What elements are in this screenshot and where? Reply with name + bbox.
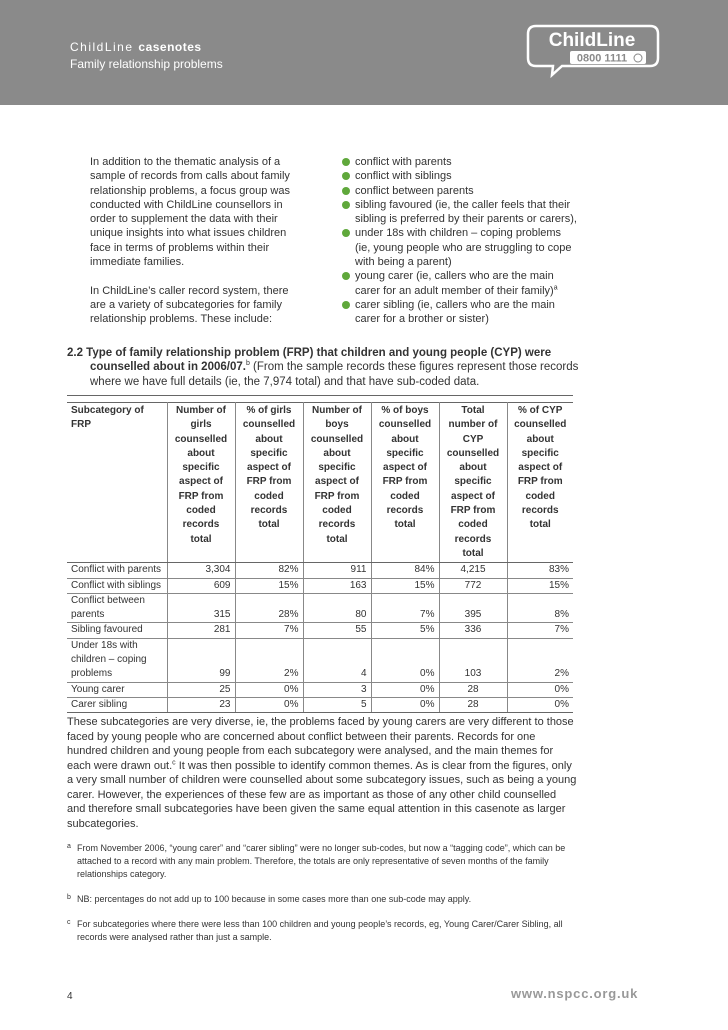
- column-header: Subcategory of FRP: [67, 403, 167, 563]
- brand-light: ChildLine: [70, 40, 134, 54]
- table-cell: 103: [439, 638, 507, 682]
- footnote-item: a From November 2006, “young carer” and “carer sibling” were no longer sub-codes, but now a “tagging code”, which can be attached to a record with any main problem. Therefore, the totals are only representative of seven months of the family relationships category.: [67, 843, 566, 879]
- body-paragraph: These subcategories are very diverse, ie, the problems faced by young carers are very different to those faced by young people who are concerned about conflict between their parents. Records for one hundred children and young people from each subcategory were analysed, and the main themes for each were drawn out.$^c$ It was then possible to identify common themes. As is clear from the figures, only a very small number of children were counselled about some subcategory issues, such as being a young carer. However, the experiences of these few are as important as those of any other child counselled and therefore small subcategories have been given the same equal attention in this casenote as larger subcategories.: [67, 716, 577, 830]
- intro-text: [90, 155, 305, 341]
- table-cell: 5%: [371, 623, 439, 638]
- header-subtitle: Family relationship problems: [70, 57, 223, 71]
- table-cell: 772: [439, 578, 507, 593]
- footnotes: [67, 842, 577, 956]
- table-cell: 80: [303, 593, 371, 623]
- table-cell: 0%: [507, 682, 573, 697]
- table-cell: Under 18s with children – coping problems: [67, 638, 167, 682]
- bullet-item: carer sibling (ie, callers who are the main carer for a brother or sister): [342, 298, 577, 327]
- table-row: [67, 638, 573, 682]
- table-cell: 15%: [371, 578, 439, 593]
- table-cell: 0%: [371, 682, 439, 697]
- table-cell: 28: [439, 697, 507, 712]
- table-cell: Young carer: [67, 682, 167, 697]
- table-cell: 8%: [507, 593, 573, 623]
- table-cell: 7%: [507, 623, 573, 638]
- table-cell: 0%: [507, 697, 573, 712]
- column-header: Number of girls counselled about specific aspect of FRP from coded records total: [167, 403, 235, 563]
- table-cell: 99: [167, 638, 235, 682]
- column-header: % of CYP counselled about specific aspect of FRP from coded records total: [507, 403, 573, 563]
- bullet-item: young carer (ie, callers who are the main carer for an adult member of their family)$^a$: [342, 269, 577, 298]
- footnote-ref: c: [172, 758, 176, 766]
- page-header: [0, 0, 728, 105]
- logo-name-text: ChildLine: [548, 30, 636, 51]
- table-cell: 2%: [507, 638, 573, 682]
- table-row: [67, 563, 573, 578]
- table-cell: 15%: [507, 578, 573, 593]
- table-row: [67, 682, 573, 697]
- bullet-item: conflict between parents: [342, 184, 577, 198]
- section-title-line-1: 2.2 Type of family relationship problem (FRP) that children and young people (CYP) were: [67, 347, 552, 359]
- childline-logo: [522, 20, 662, 78]
- bullet-dot-icon: [342, 272, 350, 280]
- table-cell: 3: [303, 682, 371, 697]
- table-cell: 0%: [235, 697, 303, 712]
- column-header: % of girls counselled about specific aspect of FRP from coded records total: [235, 403, 303, 563]
- table-cell: 3,304: [167, 563, 235, 578]
- intro-para-1: In addition to the thematic analysis of a sample of records from calls about family relationship problems, a focus group was conducted with ChildLine counsellors in order to supplement the data with their unique insights into what issues children face in terms of problems within their immediate families.: [90, 156, 290, 269]
- table-cell: 15%: [235, 578, 303, 593]
- table-cell: 4: [303, 638, 371, 682]
- table-row: [67, 623, 573, 638]
- column-header: Total number of CYP counselled about specific aspect of FRP from coded records total: [439, 403, 507, 563]
- table-cell: 0%: [371, 697, 439, 712]
- bullet-item: under 18s with children – coping problems (ie, young people who are struggling to cope with being a parent): [342, 226, 577, 269]
- table-cell: 83%: [507, 563, 573, 578]
- table-cell: 0%: [371, 638, 439, 682]
- table-top-rule: [67, 395, 573, 396]
- section-note: (From the sample records these figures represent those records where we have full details (ie, the 7,974 total) and that have sub-coded data.: [90, 361, 579, 388]
- bullet-item: sibling favoured (ie, the caller feels that their sibling is preferred by their parents or carers),: [342, 198, 577, 227]
- footer-url-link[interactable]: www.nspcc.org.uk: [511, 986, 639, 1001]
- table-cell: 281: [167, 623, 235, 638]
- bullet-dot-icon: [342, 187, 350, 195]
- table-cell: 336: [439, 623, 507, 638]
- bullet-dot-icon: [342, 229, 350, 237]
- table-cell: Sibling favoured: [67, 623, 167, 638]
- bullet-dot-icon: [342, 301, 350, 309]
- bullet-dot-icon: [342, 201, 350, 209]
- frp-table: [67, 402, 573, 713]
- footnote-ref: b: [245, 360, 250, 368]
- logo-phone-text: 0800 1111: [576, 52, 628, 65]
- bullet-dot-icon: [342, 158, 350, 166]
- brand-bold: casenotes: [138, 40, 202, 54]
- footnote-item: c For subcategories where there were less than 100 children and young people’s records, eg, Young Carer/Carer Sibling, all records were analysed rather than just a sample.: [67, 919, 563, 942]
- table-header-row: [67, 403, 573, 563]
- table-cell: 315: [167, 593, 235, 623]
- table-row: [67, 697, 573, 712]
- table-row: [67, 593, 573, 623]
- column-header: Number of boys counselled about specific aspect of FRP from coded records total: [303, 403, 371, 563]
- table-cell: Conflict between parents: [67, 593, 167, 623]
- table-cell: 2%: [235, 638, 303, 682]
- table-cell: 395: [439, 593, 507, 623]
- table-cell: 609: [167, 578, 235, 593]
- table-cell: 163: [303, 578, 371, 593]
- section-title-line-2: counselled about in 2006/07.: [90, 361, 246, 374]
- bullet-item: conflict with parents: [342, 155, 577, 169]
- table-cell: 7%: [371, 593, 439, 623]
- subcategory-bullet-list: [342, 155, 577, 327]
- table-cell: 911: [303, 563, 371, 578]
- table-cell: 82%: [235, 563, 303, 578]
- table-cell: Conflict with siblings: [67, 578, 167, 593]
- footnote-item: b NB: percentages do not add up to 100 because in some cases more than one sub-code may apply.: [67, 894, 472, 904]
- bullet-item: conflict with siblings: [342, 169, 577, 183]
- table-cell: 7%: [235, 623, 303, 638]
- bullet-dot-icon: [342, 172, 350, 180]
- footnote-ref: a: [553, 284, 558, 292]
- table-cell: Carer sibling: [67, 697, 167, 712]
- table-cell: Conflict with parents: [67, 563, 167, 578]
- table-row: [67, 578, 573, 593]
- table-cell: 5: [303, 697, 371, 712]
- table-cell: 4,215: [439, 563, 507, 578]
- table-cell: 0%: [235, 682, 303, 697]
- brand-title: [70, 40, 202, 55]
- table-cell: 84%: [371, 563, 439, 578]
- table-cell: 25: [167, 682, 235, 697]
- table-cell: 28%: [235, 593, 303, 623]
- column-header: % of boys counselled about specific aspect of FRP from coded records total: [371, 403, 439, 563]
- table-cell: 23: [167, 697, 235, 712]
- table-cell: 55: [303, 623, 371, 638]
- intro-para-2: In ChildLine’s caller record system, there are a variety of subcategories for family relationship problems. These include:: [90, 284, 289, 326]
- section-heading: [67, 346, 587, 389]
- page-number: 4: [67, 991, 73, 1002]
- table-cell: 28: [439, 682, 507, 697]
